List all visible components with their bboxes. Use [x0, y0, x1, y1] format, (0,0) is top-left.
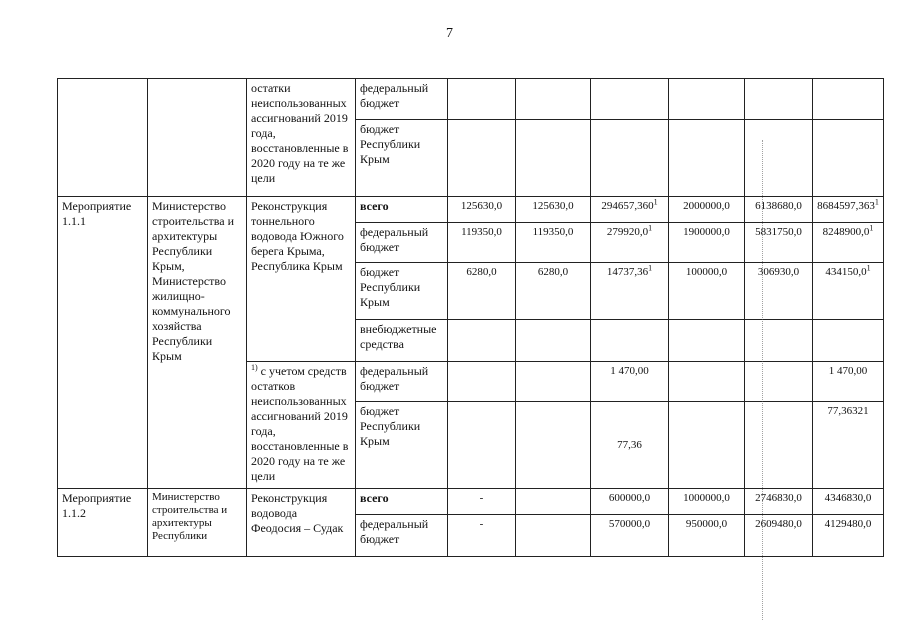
value-cell: 2746830,0 [745, 489, 813, 515]
source-description: остатки неиспользованных ассигнований 2019 года, восстановленные в 2020 году на те же цели [247, 79, 356, 197]
value-cell [448, 320, 516, 362]
value-cell: 1000000,0 [669, 489, 745, 515]
value-cell [591, 79, 669, 120]
empty-cell [58, 79, 148, 197]
value-cell: 4346830,0 [813, 489, 884, 515]
table-row [58, 489, 884, 515]
funding-source-label: федеральный бюджет [356, 362, 448, 402]
value-cell [745, 402, 813, 489]
value-text: 294657,360 [601, 200, 654, 212]
event-executor: Министерство строительства и архитектуры Республики Крым, Министерство жилищно- коммунального хозяйства Республики Крым [148, 197, 247, 489]
value-cell: 600000,0 [591, 489, 669, 515]
budget-table [57, 78, 884, 557]
event-code: Мероприятие 1.1.1 [58, 197, 148, 489]
footnote-mark: 1 [874, 197, 879, 207]
value-cell [516, 120, 591, 197]
value-cell [591, 263, 669, 320]
funding-source-label: федеральный бюджет [356, 515, 448, 557]
value-cell [669, 362, 745, 402]
value-text: 434150,0 [825, 266, 867, 278]
event-name: Реконструкция тоннельного водовода Южного берега Крыма, Республика Крым [247, 197, 356, 362]
value-cell: 1900000,0 [669, 223, 745, 263]
funding-source-label: всего [356, 197, 448, 223]
event-name: Реконструкция водовода Феодосия – Судак [247, 489, 356, 557]
footnote-marker: 1) [251, 363, 258, 372]
value-cell: 5831750,0 [745, 223, 813, 263]
value-cell: 119350,0 [516, 223, 591, 263]
value-cell [813, 320, 884, 362]
value-cell [813, 263, 884, 320]
value-cell [516, 362, 591, 402]
value-cell [813, 197, 884, 223]
value-cell [448, 362, 516, 402]
value-cell [669, 402, 745, 489]
page-number: 7 [446, 26, 453, 41]
funding-source-label: федеральный бюджет [356, 223, 448, 263]
value-cell: 4129480,0 [813, 515, 884, 557]
value-cell [516, 515, 591, 557]
value-text: 8248900,0 [822, 226, 870, 238]
table-row [58, 197, 884, 223]
funding-source-label: бюджет Республики Крым [356, 402, 448, 489]
value-cell: 570000,0 [591, 515, 669, 557]
footnote-mark: 1 [648, 223, 653, 233]
value-cell [669, 120, 745, 197]
footnote-mark: 1 [648, 263, 653, 273]
value-cell [745, 320, 813, 362]
value-cell: 6280,0 [516, 263, 591, 320]
value-cell: 100000,0 [669, 263, 745, 320]
value-cell [669, 320, 745, 362]
value-cell: 1 470,00 [591, 362, 669, 402]
value-cell: 2000000,0 [669, 197, 745, 223]
value-cell [448, 402, 516, 489]
funding-source-label: внебюджетные средства [356, 320, 448, 362]
value-cell: 950000,0 [669, 515, 745, 557]
value-cell: 2609480,0 [745, 515, 813, 557]
footnote-mark: 1 [866, 263, 871, 273]
table-row [58, 79, 884, 120]
scan-artifact [762, 140, 764, 620]
value-cell [591, 120, 669, 197]
value-cell [745, 120, 813, 197]
footnote-description [247, 362, 356, 489]
value-cell: 125630,0 [448, 197, 516, 223]
footnote-text: с учетом средств остатков неиспользованных ассигнований 2019 года, восстановленные в 2020 году на те же цели [251, 364, 349, 483]
value-cell [813, 79, 884, 120]
value-text: 279920,0 [606, 226, 649, 238]
value-cell: - [448, 489, 516, 515]
value-cell: 125630,0 [516, 197, 591, 223]
value-text: 8684597,363 [817, 200, 875, 212]
value-cell [448, 79, 516, 120]
value-cell: 306930,0 [745, 263, 813, 320]
value-cell [591, 197, 669, 223]
value-text: 14737,36 [606, 266, 649, 278]
value-cell: - [448, 515, 516, 557]
funding-source-label: федеральный бюджет [356, 79, 448, 120]
value-cell [516, 320, 591, 362]
value-cell [591, 223, 669, 263]
value-cell [516, 489, 591, 515]
funding-source-label: бюджет Республики Крым [356, 120, 448, 197]
value-cell [448, 120, 516, 197]
value-cell: 77,36 [591, 402, 669, 489]
value-cell: 119350,0 [448, 223, 516, 263]
value-cell [669, 79, 745, 120]
event-executor: Министерство строительства и архитектуры Республики [148, 489, 247, 557]
event-code: Мероприятие 1.1.2 [58, 489, 148, 557]
funding-source-label: бюджет Республики Крым [356, 263, 448, 320]
value-cell: 6138680,0 [745, 197, 813, 223]
value-cell: 6280,0 [448, 263, 516, 320]
value-cell [813, 120, 884, 197]
value-cell [591, 320, 669, 362]
value-cell [813, 223, 884, 263]
value-cell [516, 79, 591, 120]
empty-cell [148, 79, 247, 197]
funding-source-label: всего [356, 489, 448, 515]
value-cell: 77,36321 [813, 402, 884, 489]
footnote-mark: 1 [653, 197, 658, 207]
value-cell [745, 362, 813, 402]
footnote-mark: 1 [869, 223, 874, 233]
value-cell [745, 79, 813, 120]
value-cell [516, 402, 591, 489]
value-cell: 1 470,00 [813, 362, 884, 402]
